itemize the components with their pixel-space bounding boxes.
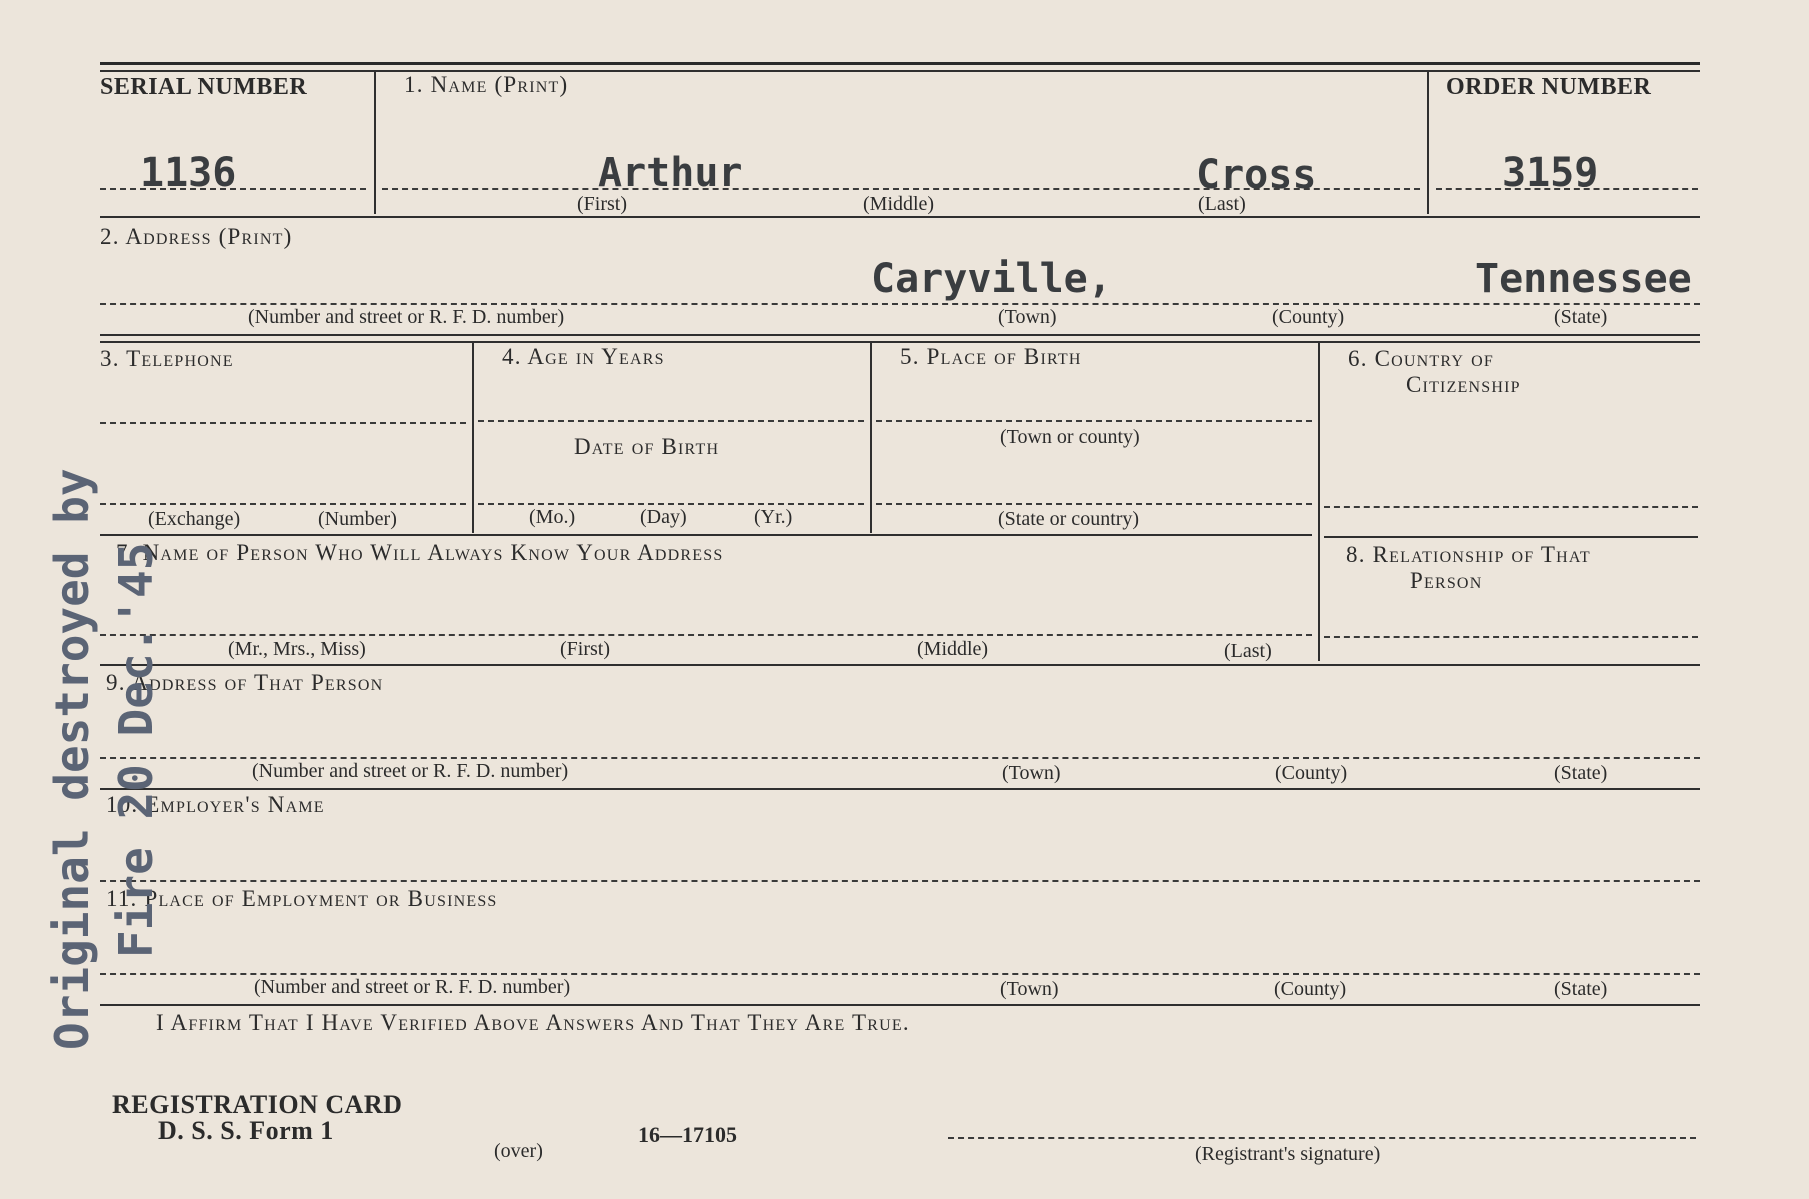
town-sublabel: (Town) <box>1002 762 1061 784</box>
age-label: 4. Age in Years <box>502 344 665 369</box>
citizenship-fill-line <box>1324 506 1698 508</box>
town-sublabel: (Town) <box>1000 978 1059 1000</box>
telephone-label: 3. Telephone <box>100 346 234 371</box>
street-sublabel: (Number and street or R. F. D. number) <box>254 976 571 998</box>
citizenship-label-2: Citizenship <box>1406 372 1521 397</box>
employment-fill-line <box>100 973 1700 975</box>
contact-fill-line <box>100 634 1312 636</box>
county-sublabel: (County) <box>1275 762 1348 784</box>
state-country-sublabel: (State or country) <box>998 508 1140 530</box>
town-sublabel: (Town) <box>998 306 1057 328</box>
employment-place-label: 11. Place of Employment or Business <box>106 886 498 911</box>
dob-fill-line <box>478 503 864 505</box>
state-value: Tennessee <box>1475 256 1692 302</box>
card-title: REGISTRATION CARD <box>112 1090 403 1119</box>
address-label: 2. Address (Print) <box>100 224 293 249</box>
top-border-inner <box>100 70 1700 72</box>
affirmation-text: I Affirm That I Have Verified Above Answers And That They Are True. <box>156 1010 910 1035</box>
state-sublabel: (State) <box>1554 762 1608 784</box>
divider <box>1318 341 1320 661</box>
address-fill-line <box>100 303 1700 305</box>
street-sublabel: (Number and street or R. F. D. number) <box>252 760 569 782</box>
town-value: Caryville, <box>871 256 1112 302</box>
rule <box>100 334 1700 336</box>
day-sublabel: (Day) <box>640 506 687 528</box>
print-code: 16—17105 <box>638 1122 737 1147</box>
first-sublabel: (First) <box>577 193 627 215</box>
county-sublabel: (County) <box>1272 306 1345 328</box>
birth-town-fill-line <box>876 420 1312 422</box>
contact-address-label: 9. Address of That Person <box>106 670 384 695</box>
state-sublabel: (State) <box>1554 306 1608 328</box>
relationship-label: 8. Relationship of That <box>1346 542 1591 567</box>
rule <box>100 534 1312 536</box>
contact-first-sublabel: (First) <box>560 638 610 660</box>
contact-address-fill-line <box>100 757 1700 759</box>
first-name-value: Arthur <box>598 150 743 196</box>
last-sublabel: (Last) <box>1198 193 1246 215</box>
serial-fill-line <box>100 188 366 190</box>
divider <box>1427 72 1429 214</box>
stamp-line-2: Fire 20 Dec.'45 <box>109 542 163 958</box>
signature-label: (Registrant's signature) <box>1195 1143 1381 1165</box>
rule <box>100 216 1700 218</box>
divider <box>870 341 872 533</box>
month-sublabel: (Mo.) <box>529 506 576 528</box>
rule <box>100 664 1700 666</box>
title-sublabel: (Mr., Mrs., Miss) <box>228 638 366 660</box>
state-sublabel: (State) <box>1554 978 1608 1000</box>
serial-number-value: 1136 <box>140 150 237 196</box>
telephone-fill-line <box>100 422 466 424</box>
rule <box>100 1004 1700 1006</box>
rule <box>100 341 1700 343</box>
town-county-sublabel: (Town or county) <box>1000 426 1140 448</box>
birth-state-fill-line <box>876 503 1312 505</box>
order-fill-line <box>1436 188 1698 190</box>
employer-fill-line <box>100 880 1700 882</box>
stamp-line-1: Original destroyed by <box>45 468 99 1050</box>
divider <box>472 341 474 533</box>
serial-number-label: SERIAL NUMBER <box>100 74 308 100</box>
relationship-fill-line <box>1324 636 1698 638</box>
destroyed-stamp <box>40 468 168 1050</box>
contact-middle-sublabel: (Middle) <box>917 638 989 660</box>
form-number: D. S. S. Form 1 <box>158 1116 334 1145</box>
birth-place-label: 5. Place of Birth <box>900 344 1082 369</box>
county-sublabel: (County) <box>1274 978 1347 1000</box>
citizenship-label: 6. Country of <box>1348 346 1494 371</box>
dob-label: Date of Birth <box>574 434 720 459</box>
order-number-label: ORDER NUMBER <box>1446 74 1652 100</box>
year-sublabel: (Yr.) <box>754 506 793 528</box>
contact-last-sublabel: (Last) <box>1224 640 1272 662</box>
signature-line <box>948 1137 1696 1139</box>
over-label: (over) <box>494 1140 543 1162</box>
rule <box>1324 536 1698 538</box>
divider <box>374 72 376 214</box>
relationship-label-2: Person <box>1410 568 1483 593</box>
age-fill-line <box>478 420 864 422</box>
name-label: 1. Name (Print) <box>404 72 569 97</box>
top-border <box>100 62 1700 65</box>
name-fill-line <box>382 188 1420 190</box>
order-number-value: 3159 <box>1502 150 1599 196</box>
number-sublabel: (Number) <box>318 508 397 530</box>
middle-sublabel: (Middle) <box>863 193 935 215</box>
last-name-value: Cross <box>1196 152 1317 198</box>
employer-label: 10. Employer's Name <box>106 792 325 817</box>
contact-person-label: 7. Name of Person Who Will Always Know Your Address <box>116 540 724 565</box>
street-sublabel: (Number and street or R. F. D. number) <box>248 306 565 328</box>
exchange-sublabel: (Exchange) <box>148 508 241 530</box>
rule <box>100 788 1700 790</box>
